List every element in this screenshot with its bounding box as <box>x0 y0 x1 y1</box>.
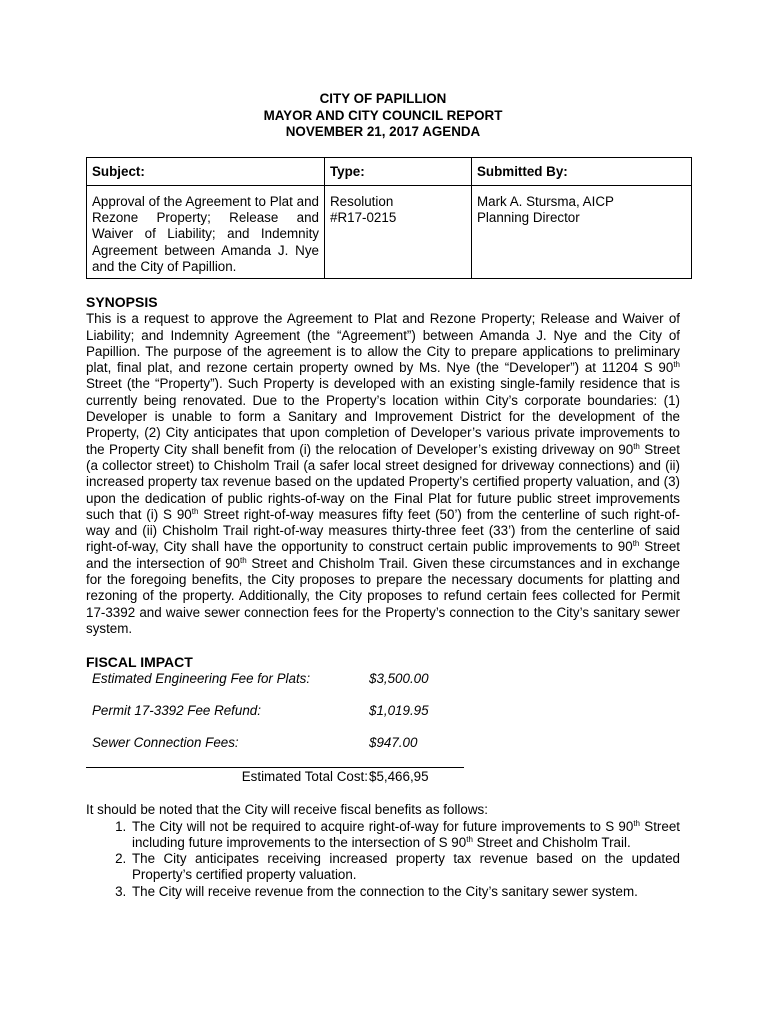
report-info-table <box>86 157 692 279</box>
subject-text: Approval of the Agreement to Plat and Rezone Property; Release and Waiver of Liability; and Indemnity Agreement between Amanda J. Nye and the City of Papillion. <box>87 185 325 278</box>
ordinal-suffix: th <box>633 818 640 828</box>
total-amount: $5,466,95 <box>369 769 429 785</box>
fee-amount: $1,019.95 <box>369 703 429 719</box>
fee-row <box>86 735 680 751</box>
fee-amount: $3,500.00 <box>369 671 429 687</box>
total-label: Estimated Total Cost: <box>241 769 368 785</box>
resolution-number: #R17-0215 <box>330 210 397 226</box>
synopsis-text-3: Street (a collector street) to Chisholm Trail (a safer local street designed for driveway connections) and (ii) increased property tax revenue based on the updated Property’s certified property valuation, and (3) upon the dedication of public rights-of-way on the Final Plat for future public street improvements such that (i) S 90 <box>86 441 680 522</box>
agenda-date: NOVEMBER 21, 2017 AGENDA <box>285 124 481 140</box>
city-name: CITY OF PAPILLION <box>319 91 447 106</box>
synopsis-text-6: Street and Chisholm Trail. Given these circumstances and in exchange for the foregoing benefits, the City proposes to prepare the necessary documents for platting and rezoning of the property. Additionally, the City proposes to refund certain fees collected for Permit 17-3392 and waive sewer connection fees for the Property’s connection to the City’s sanitary sewer system. <box>86 555 680 636</box>
fiscal-impact-heading: FISCAL IMPACT <box>86 654 193 671</box>
fee-label: Estimated Engineering Fee for Plats: <box>92 671 311 687</box>
benefits-list <box>86 819 680 900</box>
benefit-1-text-a: The City will not be required to acquire right-of-way for future improvements to S 90 <box>132 818 634 834</box>
fiscal-impact-section <box>86 654 680 786</box>
synopsis-text-1: This is a request to approve the Agreement to Plat and Rezone Property; Release and Waiver of Liability; and Indemnity Agreement (the “Agreement”) between Amanda J. Nye and the City of Papillion. The purpose of the agreement is to allow the City to prepare applications to preliminary plat, final plat, and rezone certain property owned by Ms. Nye (the “Developer”) at 11204 S 90 <box>86 311 680 376</box>
submitted-by-cell <box>472 185 692 278</box>
submitted-by-label: Submitted By: <box>472 157 692 185</box>
fee-label: Sewer Connection Fees: <box>92 735 239 751</box>
list-item <box>130 819 680 852</box>
info-table-header-row <box>87 157 692 185</box>
ordinal-suffix: th <box>673 360 680 370</box>
benefit-1-text-b: Street including future improvements to the intersection of S 90 <box>132 818 680 850</box>
synopsis-heading: SYNOPSIS <box>86 294 158 311</box>
submitter-name: Mark A. Stursma, AICP <box>477 193 614 209</box>
ordinal-suffix: th <box>191 506 199 516</box>
fee-row <box>86 671 680 687</box>
ordinal-suffix: th <box>633 441 640 451</box>
report-header <box>86 91 680 141</box>
benefits-section <box>86 802 680 900</box>
benefit-1-text-c: Street and Chisholm Trail. <box>472 834 631 850</box>
type-cell <box>325 185 472 278</box>
submitter-title: Planning Director <box>477 210 580 226</box>
synopsis-paragraph <box>86 311 680 637</box>
info-table-body-row <box>87 185 692 278</box>
fee-label: Permit 17-3392 Fee Refund: <box>92 703 261 719</box>
synopsis-text-2: Street (the “Property”). Such Property is developed with an existing single-family residence that is currently being renovated. Due to the Property’s location within City’s corporate boundaries: (1) Developer is unable to form a Sanitary and Improvement District for the development of the Property, (2) City anticipates that upon completion of Developer’s various private improvements to the Property City shall benefit from (i) the relocation of Developer’s existing driveway on 90 <box>86 376 680 457</box>
list-item: 2. The City anticipates receiving increased property tax revenue based on the updated Property’s certified property valuation. <box>130 851 680 884</box>
ordinal-suffix: th <box>240 555 247 565</box>
report-title: MAYOR AND CITY COUNCIL REPORT <box>263 107 503 123</box>
document-page <box>86 91 680 900</box>
subject-label: Subject: <box>87 157 325 185</box>
type-label: Type: <box>325 157 472 185</box>
ordinal-suffix: th <box>466 834 473 844</box>
synopsis-text-5: Street and the intersection of 90 <box>86 539 680 571</box>
type-value: Resolution <box>330 193 394 209</box>
synopsis-section <box>86 294 680 637</box>
benefits-intro: It should be noted that the City will receive fiscal benefits as follows: <box>86 802 488 818</box>
ordinal-suffix: th <box>632 539 640 549</box>
synopsis-text-4: Street right-of-way measures fifty feet (50’) from the centerline of such right-of-way and (ii) Chisholm Trail right-of-way measures thirty-three feet (33’) from the centerline of said right-of-way, City shall have the opportunity to construct certain public improvements to 90 <box>86 506 680 555</box>
fee-row <box>86 703 680 719</box>
total-row <box>86 768 680 786</box>
fee-amount: $947.00 <box>369 735 418 751</box>
list-item: 3. The City will receive revenue from the connection to the City’s sanitary sewer system. <box>130 884 680 900</box>
